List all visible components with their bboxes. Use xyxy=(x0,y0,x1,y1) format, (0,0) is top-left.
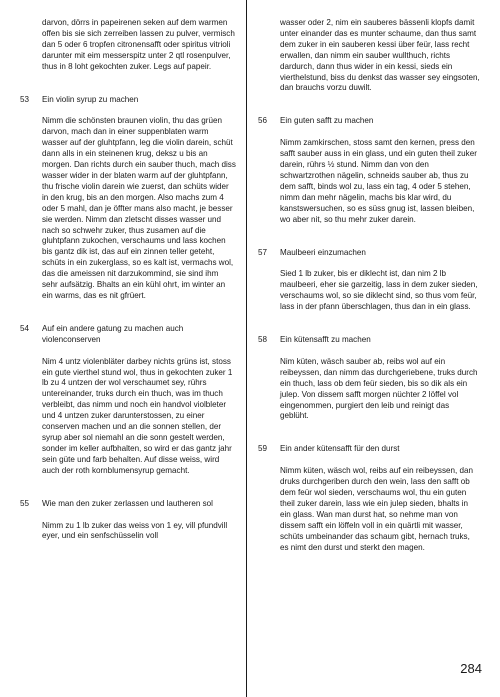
recipe-title: Auf ein andere gatung zu machen auch violenconserven xyxy=(42,323,184,344)
recipe-58 xyxy=(258,335,480,422)
recipe-number: 53 xyxy=(20,94,30,104)
left-column xyxy=(20,0,236,542)
recipe-number: 56 xyxy=(258,116,268,126)
recipe-number: 55 xyxy=(20,498,30,508)
recipe-body: Nim küten, wäsch sauber ab, reibs wol auf ein reibeyssen, dan nimm das durchgeriebene, truks durch ein thuch, lass ob dem feür sieden, bis so dik als ein julep. Von dissem safft morgen nüchter 2 löffel vol eingenommen, purgiert den leib und reinigt das geblüht. xyxy=(280,356,478,421)
right-continuation-text: wasser oder 2, nim ein sauberes bässenli klopfs damit unter einander das es munter schaume, dan thus samt dem zuker in ein sauberen kessi über feür, lass recht erwallen, dan nimm ein sauber wullthuch, richts dardurch, dann thus wider in ein kessi, sieds ein vierthelstund, biss du denkst das wasser sey eingsoten, dan brauchs vorzu duwilt. xyxy=(280,18,480,93)
recipe-body: Nimm zamkirschen, stoss samt den kernen, press den safft sauber auss in ein glass, und ein guten theil zuker darein, rührs ½ stund. Nimm dan von den schwartzrothen nägelin, schneids sauber ab, thus zu dem safft, binds wol zu, lass ein tag, 4 oder 5 stehen, nimm dan mehr nägelin, machs bis klar wird, du kanstswersuchen, so es süss gnug ist, lassen bleiben, wo aber nit, so thu mehr zuker darein. xyxy=(280,138,477,224)
recipe-body: Sied 1 lb zuker, bis er diklecht ist, dan nim 2 lb maulbeeri, eher sie garzeitig, lass in dem zuker sieden, verschaums wol, so sie diklecht sind, so thus vom feür, lass in der pfann überschlagen, thus dan in ein glass. xyxy=(280,269,478,312)
recipe-number: 58 xyxy=(258,335,268,345)
recipe-title: Ein kütensafft zu machen xyxy=(280,335,371,345)
recipe-55 xyxy=(20,499,236,543)
right-column xyxy=(258,0,480,554)
recipe-title: Maulbeeri einzumachen xyxy=(280,247,366,257)
recipe-number: 54 xyxy=(20,323,30,333)
recipe-title: Ein ander kütensafft für den durst xyxy=(280,444,400,454)
recipe-title: Ein guten safft zu machen xyxy=(280,116,374,126)
recipe-56 xyxy=(258,116,480,225)
recipe-body: Nim 4 untz violenbläter darbey nichts grüns ist, stoss ein gute vierthel stund wol, thus in gekochten zuker 1 lb zu 4 untzen der wol verschaumet sey, rührs untereinander, truks durch ein thuch, was im thuch verbleibt, das nimm und noch ein handvol violbleter und 4 untzen zuker darunterstossen, zu einer conserven machen und an die sonnen stellen, der syrup aber sol niemahl an die sonn gestelt werden, sonder im keller aufbhalten, so wird er das gantz jahr sein güte und farb behalten. Auf disse weiss, wird auch der roth kornblumensyrup gemacht. xyxy=(42,356,233,475)
recipe-body: Nimm zu 1 lb zuker das weiss von 1 ey, vill pfundvill eyer, und ein senfschüsselin voll xyxy=(42,520,228,541)
recipe-number: 57 xyxy=(258,247,268,257)
recipe-59 xyxy=(258,444,480,553)
recipe-53 xyxy=(20,95,236,302)
recipe-body: Nimm küten, wäsch wol, reibs auf ein reibeyssen, dan druks durchgeriben durch den wein, lass den safft ob dem feür wol sieden, verschaums wol, thu ein guten theil zuker darein, lass wie ein julep sieden, bhalts in ein glass. Wan man durst hat, so nehme man von dissem safft ein löffeln voll in ein quärtli mit wasser, schüts umbeinander das schaum gibt, hernach truks, es nimt den durst und sterkt den magen. xyxy=(280,466,473,552)
column-divider xyxy=(246,0,247,697)
recipe-number: 59 xyxy=(258,444,268,454)
left-continuation-text: darvon, dörrs in papeirenen seken auf dem warmen offen bis sie sich zerreiben lassen zu pulver, vermisch dan 5 oder 6 tropfen citronensafft oder spiritus vitrioli darunter mit eim messerspitz unter 2 qtl rosenpulver, thus in 8 loht gekochten zuker. Legs auf papeir. xyxy=(42,18,235,71)
recipe-57 xyxy=(258,248,480,314)
page-number: 284 xyxy=(460,661,482,676)
recipe-body: Nimm die schönsten braunen violin, thu das grüen darvon, mach dan in einer suppenblaten warm wasser auf der gluhtpfann, leg die violin darein, schüt dann alls in ein steinenen krug, deksz u bis an morgen. Dan richts durch ein sauber thuch, mach diss wasser wider in der blaten warm auf der gluhtpfann, thu frische violin darein wie zuerst, dan schüts wider in den krug, bis an den morgen. Also machs zum 4 oder 5 mahl, dan je öffter mans also macht, je besser sie werden. Nimm dan zletscht disses wasser und nach so schwehr zuker, thus zusamen auf die gluhtpfann zukochen, verschaums und lass kochen bis gantz dik ist, das auf ein zinnen teller geteht, schüts in ein zukerglass, so es kalt ist, vermachs wol, das die ameissen nit darzukommind, sie sind ihm sehr aufsätzig. Bhalts an ein kühl ohrt, im winter an ein warms, das es nit gfrüert. xyxy=(42,116,236,300)
recipe-54 xyxy=(20,324,236,477)
recipe-title: Ein violin syrup zu machen xyxy=(42,94,139,104)
recipe-title: Wie man den zuker zerlassen und lautheren sol xyxy=(42,498,213,508)
